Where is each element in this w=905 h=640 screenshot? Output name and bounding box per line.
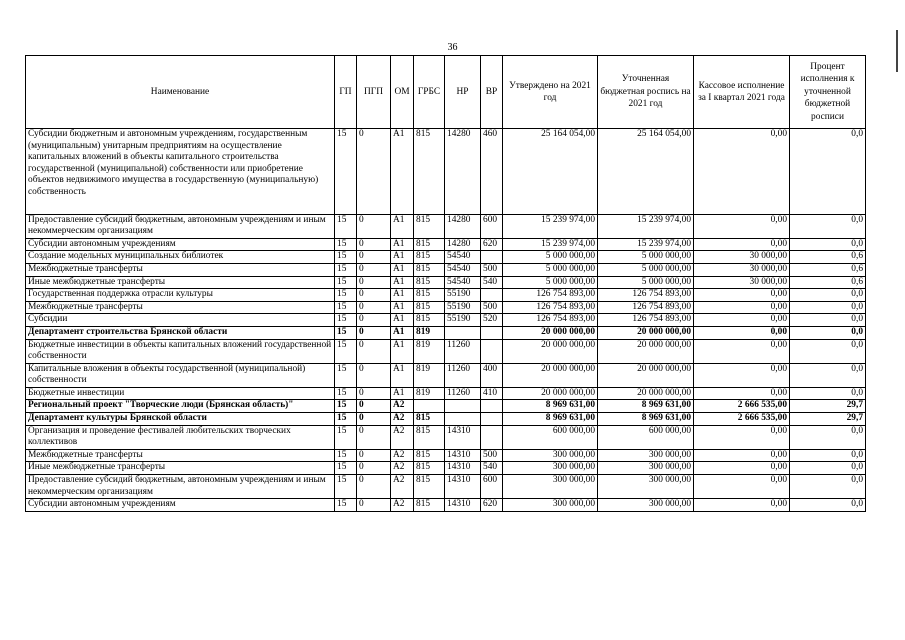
- vr-cell: [481, 289, 503, 302]
- table-row: [26, 499, 866, 512]
- np-cell: [445, 400, 481, 413]
- pgp-cell: 0: [357, 289, 391, 302]
- revised-amount-cell: 5 000 000,00: [598, 263, 694, 276]
- revised-amount-cell: 126 754 893,00: [598, 301, 694, 314]
- table-row: [26, 301, 866, 314]
- pgp-cell: 0: [357, 251, 391, 264]
- gp-cell: 15: [335, 301, 357, 314]
- gp-cell: 15: [335, 425, 357, 449]
- pgp-cell: 0: [357, 363, 391, 387]
- percent-cell: 29,7: [790, 413, 866, 426]
- revised-amount-cell: 5 000 000,00: [598, 251, 694, 264]
- np-cell: 55190: [445, 301, 481, 314]
- np-cell: [445, 326, 481, 339]
- approved-amount-cell: 5 000 000,00: [503, 276, 598, 289]
- revised-amount-cell: 126 754 893,00: [598, 289, 694, 302]
- vr-cell: [481, 326, 503, 339]
- vr-cell: [481, 400, 503, 413]
- grbs-cell: 815: [414, 425, 445, 449]
- percent-cell: 0,0: [790, 387, 866, 400]
- approved-amount-cell: 126 754 893,00: [503, 301, 598, 314]
- gp-cell: 15: [335, 462, 357, 475]
- vr-cell: [481, 413, 503, 426]
- table-row: [26, 425, 866, 449]
- approved-amount-cell: 20 000 000,00: [503, 339, 598, 363]
- grbs-cell: 819: [414, 363, 445, 387]
- table-row: [26, 276, 866, 289]
- name-cell: Предоставление субсидий бюджетным, автономным учреждениям и иным некоммерческим организациям: [26, 214, 335, 238]
- vr-cell: 620: [481, 499, 503, 512]
- revised-amount-cell: 300 000,00: [598, 499, 694, 512]
- om-cell: А2: [391, 462, 414, 475]
- grbs-cell: 819: [414, 387, 445, 400]
- np-cell: 14280: [445, 214, 481, 238]
- cash-execution-cell: 0,00: [694, 462, 790, 475]
- percent-cell: 0,6: [790, 263, 866, 276]
- name-cell: Региональный проект "Творческие люди (Брянская область)": [26, 400, 335, 413]
- page-edge-mark: [896, 30, 898, 72]
- grbs-cell: 815: [414, 475, 445, 499]
- cash-execution-cell: 2 666 535,00: [694, 400, 790, 413]
- column-header-name: Наименование: [26, 56, 335, 129]
- name-cell: Бюджетные инвестиции: [26, 387, 335, 400]
- cash-execution-cell: 0,00: [694, 387, 790, 400]
- pgp-cell: 0: [357, 129, 391, 215]
- table-row: [26, 314, 866, 327]
- table-row: [26, 251, 866, 264]
- pgp-cell: 0: [357, 413, 391, 426]
- column-header-om: ОМ: [391, 56, 414, 129]
- table-header: [26, 56, 866, 129]
- cash-execution-cell: 0,00: [694, 238, 790, 251]
- revised-amount-cell: 300 000,00: [598, 475, 694, 499]
- grbs-cell: 815: [414, 499, 445, 512]
- om-cell: А2: [391, 413, 414, 426]
- name-cell: Иные межбюджетные трансферты: [26, 276, 335, 289]
- approved-amount-cell: 20 000 000,00: [503, 326, 598, 339]
- percent-cell: 0,0: [790, 449, 866, 462]
- np-cell: 14310: [445, 425, 481, 449]
- name-cell: Межбюджетные трансферты: [26, 301, 335, 314]
- pgp-cell: 0: [357, 263, 391, 276]
- pgp-cell: 0: [357, 475, 391, 499]
- grbs-cell: 815: [414, 462, 445, 475]
- np-cell: 11260: [445, 387, 481, 400]
- percent-cell: 0,6: [790, 276, 866, 289]
- revised-amount-cell: 20 000 000,00: [598, 387, 694, 400]
- cash-execution-cell: 0,00: [694, 449, 790, 462]
- table-row: [26, 339, 866, 363]
- grbs-cell: 815: [414, 263, 445, 276]
- om-cell: А1: [391, 238, 414, 251]
- grbs-cell: 815: [414, 129, 445, 215]
- om-cell: А1: [391, 326, 414, 339]
- table-row: [26, 214, 866, 238]
- om-cell: А1: [391, 289, 414, 302]
- np-cell: 14310: [445, 475, 481, 499]
- cash-execution-cell: 0,00: [694, 475, 790, 499]
- gp-cell: 15: [335, 449, 357, 462]
- pgp-cell: 0: [357, 400, 391, 413]
- revised-amount-cell: 126 754 893,00: [598, 314, 694, 327]
- revised-amount-cell: 8 969 631,00: [598, 400, 694, 413]
- column-header-np: НР: [445, 56, 481, 129]
- pgp-cell: 0: [357, 314, 391, 327]
- pgp-cell: 0: [357, 339, 391, 363]
- cash-execution-cell: 30 000,00: [694, 263, 790, 276]
- pgp-cell: 0: [357, 425, 391, 449]
- gp-cell: 15: [335, 129, 357, 215]
- column-header-vr: ВР: [481, 56, 503, 129]
- percent-cell: 0,0: [790, 326, 866, 339]
- vr-cell: 520: [481, 314, 503, 327]
- percent-cell: 0,0: [790, 339, 866, 363]
- cash-execution-cell: 0,00: [694, 425, 790, 449]
- table-row: [26, 363, 866, 387]
- grbs-cell: 815: [414, 314, 445, 327]
- om-cell: А1: [391, 387, 414, 400]
- column-header-revised: Уточненная бюджетная роспись на 2021 год: [598, 56, 694, 129]
- grbs-cell: 815: [414, 251, 445, 264]
- gp-cell: 15: [335, 499, 357, 512]
- revised-amount-cell: 25 164 054,00: [598, 129, 694, 215]
- vr-cell: 600: [481, 214, 503, 238]
- cash-execution-cell: 0,00: [694, 326, 790, 339]
- om-cell: А2: [391, 400, 414, 413]
- name-cell: Межбюджетные трансферты: [26, 449, 335, 462]
- column-header-percent: Процент исполнения к уточненной бюджетной росписи: [790, 56, 866, 129]
- np-cell: 54540: [445, 251, 481, 264]
- table-row: [26, 449, 866, 462]
- vr-cell: 500: [481, 301, 503, 314]
- table-row: [26, 400, 866, 413]
- percent-cell: 0,0: [790, 289, 866, 302]
- table-row: [26, 475, 866, 499]
- revised-amount-cell: 20 000 000,00: [598, 339, 694, 363]
- gp-cell: 15: [335, 263, 357, 276]
- approved-amount-cell: 5 000 000,00: [503, 263, 598, 276]
- approved-amount-cell: 600 000,00: [503, 425, 598, 449]
- table-row: [26, 238, 866, 251]
- grbs-cell: 815: [414, 238, 445, 251]
- name-cell: Межбюджетные трансферты: [26, 263, 335, 276]
- vr-cell: 410: [481, 387, 503, 400]
- name-cell: Иные межбюджетные трансферты: [26, 462, 335, 475]
- budget-execution-table: [25, 55, 866, 512]
- pgp-cell: 0: [357, 462, 391, 475]
- approved-amount-cell: 8 969 631,00: [503, 413, 598, 426]
- name-cell: Создание модельных муниципальных библиотек: [26, 251, 335, 264]
- approved-amount-cell: 20 000 000,00: [503, 363, 598, 387]
- name-cell: Субсидии: [26, 314, 335, 327]
- np-cell: 55190: [445, 314, 481, 327]
- gp-cell: 15: [335, 314, 357, 327]
- revised-amount-cell: 20 000 000,00: [598, 363, 694, 387]
- approved-amount-cell: 15 239 974,00: [503, 214, 598, 238]
- approved-amount-cell: 8 969 631,00: [503, 400, 598, 413]
- np-cell: 54540: [445, 276, 481, 289]
- percent-cell: 0,0: [790, 238, 866, 251]
- grbs-cell: 815: [414, 301, 445, 314]
- vr-cell: 400: [481, 363, 503, 387]
- cash-execution-cell: 0,00: [694, 363, 790, 387]
- gp-cell: 15: [335, 363, 357, 387]
- om-cell: А1: [391, 314, 414, 327]
- name-cell: Субсидии автономным учреждениям: [26, 499, 335, 512]
- approved-amount-cell: 20 000 000,00: [503, 387, 598, 400]
- approved-amount-cell: 300 000,00: [503, 462, 598, 475]
- percent-cell: 29,7: [790, 400, 866, 413]
- percent-cell: 0,0: [790, 462, 866, 475]
- cash-execution-cell: 0,00: [694, 301, 790, 314]
- table-row: [26, 462, 866, 475]
- revised-amount-cell: 15 239 974,00: [598, 214, 694, 238]
- name-cell: Организация и проведение фестивалей любительских творческих коллективов: [26, 425, 335, 449]
- table-row: [26, 263, 866, 276]
- pgp-cell: 0: [357, 326, 391, 339]
- np-cell: 14310: [445, 499, 481, 512]
- cash-execution-cell: 0,00: [694, 499, 790, 512]
- gp-cell: 15: [335, 251, 357, 264]
- vr-cell: 600: [481, 475, 503, 499]
- vr-cell: 460: [481, 129, 503, 215]
- vr-cell: [481, 251, 503, 264]
- column-header-pgp: ПГП: [357, 56, 391, 129]
- percent-cell: 0,0: [790, 314, 866, 327]
- cash-execution-cell: 0,00: [694, 214, 790, 238]
- gp-cell: 15: [335, 400, 357, 413]
- vr-cell: 500: [481, 263, 503, 276]
- pgp-cell: 0: [357, 387, 391, 400]
- np-cell: 14280: [445, 238, 481, 251]
- om-cell: А1: [391, 214, 414, 238]
- om-cell: А1: [391, 276, 414, 289]
- name-cell: Государственная поддержка отрасли культуры: [26, 289, 335, 302]
- om-cell: А1: [391, 339, 414, 363]
- table-body: [26, 129, 866, 512]
- approved-amount-cell: 25 164 054,00: [503, 129, 598, 215]
- gp-cell: 15: [335, 326, 357, 339]
- percent-cell: 0,0: [790, 425, 866, 449]
- cash-execution-cell: 0,00: [694, 129, 790, 215]
- vr-cell: [481, 339, 503, 363]
- revised-amount-cell: 5 000 000,00: [598, 276, 694, 289]
- table-row: [26, 129, 866, 215]
- revised-amount-cell: 300 000,00: [598, 449, 694, 462]
- column-header-cash: Кассовое исполнение за I квартал 2021 года: [694, 56, 790, 129]
- om-cell: А1: [391, 301, 414, 314]
- om-cell: А2: [391, 475, 414, 499]
- om-cell: А2: [391, 499, 414, 512]
- name-cell: Капитальные вложения в объекты государственной (муниципальной) собственности: [26, 363, 335, 387]
- revised-amount-cell: 300 000,00: [598, 462, 694, 475]
- grbs-cell: 819: [414, 339, 445, 363]
- revised-amount-cell: 8 969 631,00: [598, 413, 694, 426]
- np-cell: 14310: [445, 449, 481, 462]
- np-cell: 14310: [445, 462, 481, 475]
- table-row: [26, 413, 866, 426]
- vr-cell: 540: [481, 462, 503, 475]
- percent-cell: 0,0: [790, 214, 866, 238]
- gp-cell: 15: [335, 339, 357, 363]
- page-number: 36: [447, 42, 458, 53]
- vr-cell: 500: [481, 449, 503, 462]
- vr-cell: 620: [481, 238, 503, 251]
- gp-cell: 15: [335, 238, 357, 251]
- name-cell: Департамент культуры Брянской области: [26, 413, 335, 426]
- name-cell: Бюджетные инвестиции в объекты капитальных вложений государственной собственности: [26, 339, 335, 363]
- approved-amount-cell: 126 754 893,00: [503, 289, 598, 302]
- grbs-cell: 815: [414, 289, 445, 302]
- cash-execution-cell: 0,00: [694, 314, 790, 327]
- percent-cell: 0,0: [790, 363, 866, 387]
- approved-amount-cell: 300 000,00: [503, 449, 598, 462]
- revised-amount-cell: 20 000 000,00: [598, 326, 694, 339]
- np-cell: 55190: [445, 289, 481, 302]
- grbs-cell: 815: [414, 449, 445, 462]
- np-cell: 54540: [445, 263, 481, 276]
- cash-execution-cell: 0,00: [694, 289, 790, 302]
- name-cell: Департамент строительства Брянской области: [26, 326, 335, 339]
- om-cell: А1: [391, 363, 414, 387]
- om-cell: А1: [391, 129, 414, 215]
- pgp-cell: 0: [357, 238, 391, 251]
- revised-amount-cell: 15 239 974,00: [598, 238, 694, 251]
- gp-cell: 15: [335, 413, 357, 426]
- grbs-cell: 815: [414, 214, 445, 238]
- table-row: [26, 387, 866, 400]
- vr-cell: 540: [481, 276, 503, 289]
- grbs-cell: [414, 400, 445, 413]
- grbs-cell: 819: [414, 326, 445, 339]
- cash-execution-cell: 30 000,00: [694, 251, 790, 264]
- revised-amount-cell: 600 000,00: [598, 425, 694, 449]
- pgp-cell: 0: [357, 301, 391, 314]
- pgp-cell: 0: [357, 499, 391, 512]
- approved-amount-cell: 15 239 974,00: [503, 238, 598, 251]
- column-header-approved: Утверждено на 2021 год: [503, 56, 598, 129]
- grbs-cell: 815: [414, 276, 445, 289]
- gp-cell: 15: [335, 276, 357, 289]
- grbs-cell: 815: [414, 413, 445, 426]
- approved-amount-cell: 300 000,00: [503, 499, 598, 512]
- om-cell: А1: [391, 263, 414, 276]
- gp-cell: 15: [335, 387, 357, 400]
- om-cell: А2: [391, 425, 414, 449]
- percent-cell: 0,0: [790, 499, 866, 512]
- name-cell: Субсидии бюджетным и автономным учреждениям, государственным (муниципальным) унитарным предприятиям на осуществление капитальных вложений в объекты капитального строительства государственной (муниципальной) собственности или приобретение объектов недвижимого имущества в государственную (муниципальную) собственность: [26, 129, 335, 215]
- column-header-gp: ГП: [335, 56, 357, 129]
- pgp-cell: 0: [357, 449, 391, 462]
- cash-execution-cell: 0,00: [694, 339, 790, 363]
- cash-execution-cell: 2 666 535,00: [694, 413, 790, 426]
- cash-execution-cell: 30 000,00: [694, 276, 790, 289]
- table-row: [26, 326, 866, 339]
- name-cell: Предоставление субсидий бюджетным, автономным учреждениям и иным некоммерческим организациям: [26, 475, 335, 499]
- column-header-grbs: ГРБС: [414, 56, 445, 129]
- approved-amount-cell: 5 000 000,00: [503, 251, 598, 264]
- percent-cell: 0,0: [790, 475, 866, 499]
- percent-cell: 0,0: [790, 301, 866, 314]
- vr-cell: [481, 425, 503, 449]
- np-cell: 14280: [445, 129, 481, 215]
- gp-cell: 15: [335, 289, 357, 302]
- gp-cell: 15: [335, 475, 357, 499]
- name-cell: Субсидии автономным учреждениям: [26, 238, 335, 251]
- percent-cell: 0,0: [790, 129, 866, 215]
- om-cell: А1: [391, 251, 414, 264]
- om-cell: А2: [391, 449, 414, 462]
- np-cell: 11260: [445, 363, 481, 387]
- pgp-cell: 0: [357, 214, 391, 238]
- table-row: [26, 289, 866, 302]
- pgp-cell: 0: [357, 276, 391, 289]
- approved-amount-cell: 300 000,00: [503, 475, 598, 499]
- percent-cell: 0,6: [790, 251, 866, 264]
- np-cell: [445, 413, 481, 426]
- gp-cell: 15: [335, 214, 357, 238]
- approved-amount-cell: 126 754 893,00: [503, 314, 598, 327]
- np-cell: 11260: [445, 339, 481, 363]
